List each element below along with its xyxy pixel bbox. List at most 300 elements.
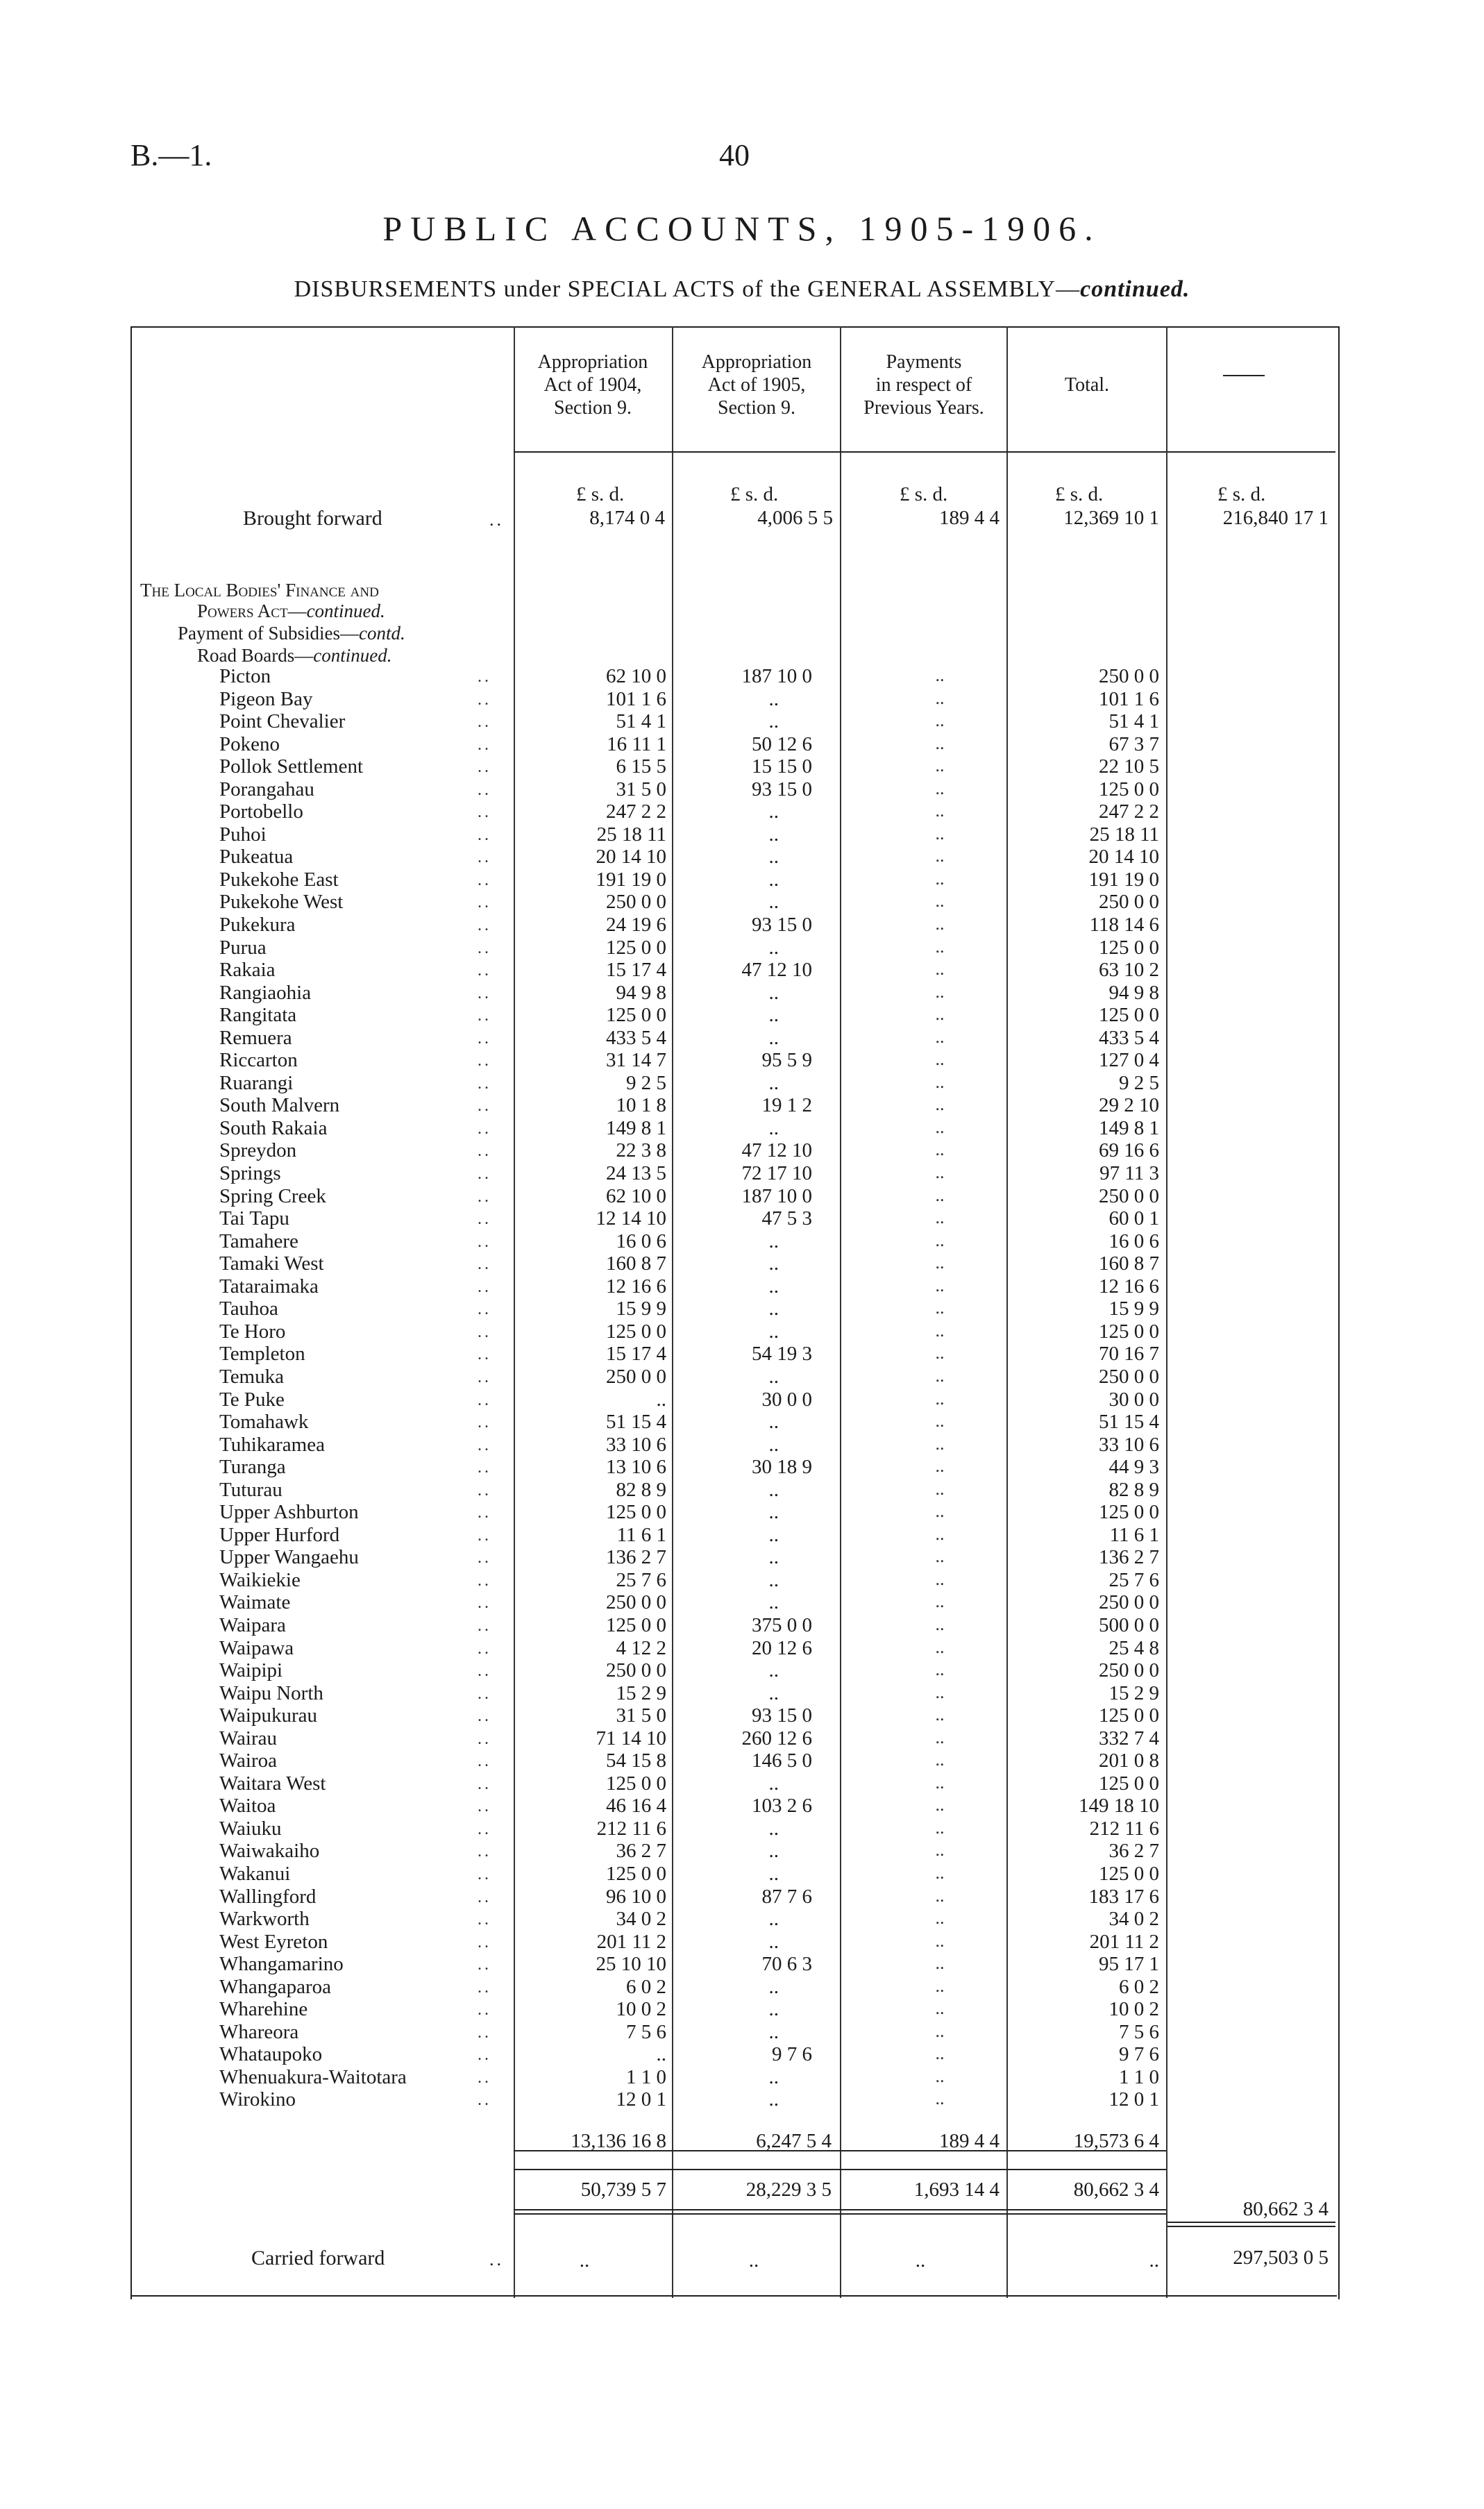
amount-act-1905: .. [768,1546,779,1569]
table-row [130,1298,1337,1320]
amount-act-1904: 201 11 2 [596,1930,666,1953]
amount-act-1904: 7 5 6 [626,2020,666,2043]
table-row [130,1343,1337,1366]
table-row [130,1524,1337,1547]
amount-act-1905: 93 15 0 [752,1704,812,1727]
amount-total: 9 2 5 [1119,1071,1159,1094]
amount-total: 160 8 7 [1099,1252,1159,1275]
amount-act-1904: 25 18 11 [596,823,666,846]
subsidies-heading [178,622,405,644]
leader-dots: .. [478,1797,491,1816]
table-row [130,1252,1337,1275]
table-row [130,710,1337,733]
amount-act-1905: 187 10 0 [741,665,812,687]
column-header-act-1905 [673,351,840,419]
leader-dots: .. [478,1277,491,1296]
leader-dots: .. [478,1956,491,1974]
road-boards-heading [197,644,391,666]
amount-total: 36 2 7 [1108,1840,1159,1863]
leader-dots: .. [478,1097,491,1116]
amount-previous-years: .. [935,1433,945,1454]
table-row [130,1388,1337,1411]
amount-total: 125 0 0 [1099,778,1159,800]
amount-act-1904: 212 11 6 [596,1817,666,1840]
road-board-name: Waikiekie [219,1568,301,1591]
road-boards-label: Road Boards— [197,645,314,666]
header-rule [514,451,1166,453]
total-rule-double [514,2213,1166,2215]
amount-act-1905: .. [768,868,779,891]
amount-total: 136 2 7 [1099,1546,1159,1569]
table-row [130,755,1337,778]
header-line: Appropriation [537,351,648,373]
currency-units: £ s. d. [576,483,625,505]
table-row [130,1139,1337,1162]
amount-total: 60 0 1 [1108,1207,1159,1230]
amount-act-1905: .. [768,1026,779,1049]
amount-act-1905: .. [768,1523,779,1546]
leader-dots: .. [478,939,491,957]
road-board-name: Whareora [219,2020,299,2043]
leader-dots: .. [478,1007,491,1025]
table-row [130,1704,1337,1727]
road-board-name: South Rakaia [219,1116,328,1139]
amount-act-1904: 10 1 8 [616,1094,666,1117]
subsidies-label: Payment of Subsidies— [178,623,359,644]
section-heading [140,579,379,601]
brought-forward-label: Brought forward [243,507,382,530]
amount-previous-years: .. [935,868,945,889]
leader-dots: .. [478,1300,491,1319]
amount-total: 149 8 1 [1099,1116,1159,1139]
amount-previous-years: .. [935,959,945,980]
amount-act-1904: 34 0 2 [616,1908,666,1931]
table-row [130,1275,1337,1298]
amount-act-1905: .. [768,1411,779,1434]
amount-total: 67 3 7 [1108,732,1159,755]
amount-act-1904: .. [656,1388,666,1411]
amount-total: 191 19 0 [1088,868,1159,891]
leader-dots: .. [478,803,491,822]
amount-act-1905: 47 12 10 [741,1139,812,1162]
leader-dots: .. [478,1459,491,1477]
amount-previous-years: .. [935,1975,945,1996]
amount-previous-years: .. [935,1004,945,1025]
amount-total: 15 9 9 [1108,1298,1159,1320]
amount-act-1905: .. [768,1568,779,1591]
road-board-rows [130,665,1337,2111]
amount-act-1904: 9 2 5 [626,1071,666,1094]
amount-act-1904: 160 8 7 [606,1252,666,1275]
road-board-name: Picton [219,665,271,687]
amount-act-1905: .. [768,1298,779,1320]
amount-act-1904: 51 4 1 [616,710,666,733]
amount-act-1905: 47 12 10 [741,959,812,982]
table-row [130,688,1337,711]
amount-previous-years: .. [935,1365,945,1386]
amount-act-1905: .. [768,891,779,914]
table-row [130,2021,1337,2044]
amount-previous-years: .. [935,1727,945,1747]
table-row [130,1886,1337,1908]
subtotal-c4: 19,573 6 4 [1073,2130,1159,2152]
road-board-name: Tuturau [219,1478,283,1501]
leader-dots: .. [478,1345,491,1364]
page-title: PUBLIC ACCOUNTS, 1905-1906. [382,209,1102,248]
header-line: Act of 1905, [707,374,806,396]
leader-dots: .. [489,510,504,530]
amount-previous-years: .. [935,1139,945,1160]
leader-dots: .. [478,735,491,754]
road-board-name: Templeton [219,1343,305,1366]
road-board-name: Waiwakaiho [219,1840,320,1863]
table-row [130,1411,1337,1434]
amount-total: 12 0 1 [1108,2088,1159,2111]
amount-act-1904: 24 19 6 [606,914,666,937]
road-board-name: Wairau [219,1727,278,1749]
amount-act-1904: 15 2 9 [616,1681,666,1704]
amount-previous-years: .. [935,1184,945,1205]
amount-previous-years: .. [935,1094,945,1115]
road-board-name: Tataraimaka [219,1275,319,1298]
amount-act-1905: .. [768,981,779,1004]
amount-previous-years: .. [935,1320,945,1341]
leader-dots: .. [478,1029,491,1048]
road-board-name: South Malvern [219,1094,340,1117]
amount-total: 20 14 10 [1088,846,1159,868]
leader-dots: .. [478,893,491,912]
amount-act-1904: 250 0 0 [606,1659,666,1682]
road-board-name: Porangahau [219,778,314,800]
road-board-name: Wakanui [219,1862,291,1885]
amount-total: 16 0 6 [1108,1230,1159,1252]
road-board-name: Waipipi [219,1659,283,1682]
leader-dots: .. [478,780,491,799]
amount-act-1905: .. [768,1772,779,1795]
leader-dots: .. [478,1549,491,1568]
road-board-name: Rakaia [219,959,276,982]
amount-previous-years: .. [935,1252,945,1273]
amount-act-1905: .. [768,1478,779,1501]
amount-previous-years: .. [935,1501,945,1522]
amount-total: 10 0 2 [1108,1998,1159,2021]
amount-total: 15 2 9 [1108,1681,1159,1704]
amount-total: 201 0 8 [1099,1749,1159,1772]
amount-act-1904: 247 2 2 [606,800,666,823]
amount-previous-years: .. [935,1795,945,1815]
amount-previous-years: .. [935,1953,945,1974]
section-continued: continued. [306,601,385,621]
amount-previous-years: .. [935,1704,945,1725]
amount-previous-years: .. [935,1681,945,1702]
leader-dots: .. [478,1571,491,1590]
amount-previous-years: .. [935,1862,945,1883]
amount-act-1904: 36 2 7 [616,1840,666,1863]
amount-act-1905: 50 12 6 [752,732,812,755]
amount-act-1905: 87 7 6 [761,1885,812,1908]
amount-total: 51 15 4 [1099,1411,1159,1434]
amount-total: 1 1 0 [1119,2065,1159,2088]
table-row [130,1908,1337,1931]
leader-dots: .. [478,1255,491,1274]
leader-dots: .. [489,2249,504,2269]
road-board-name: Waipara [219,1613,286,1636]
leader-dots: .. [478,1526,491,1545]
table-row [130,1162,1337,1185]
table-row [130,914,1337,937]
leader-dots: .. [478,916,491,935]
table-row [130,937,1337,959]
subsidies-continued: contd. [359,623,405,644]
table-row [130,800,1337,823]
road-board-name: Wairoa [219,1749,278,1772]
total-rule-bottom [514,2209,1166,2210]
header-line: Total. [1064,374,1110,396]
amount-previous-years: .. [935,1749,945,1770]
road-board-name: Remuera [219,1026,292,1049]
header-rule [1167,451,1335,453]
road-boards-continued: continued. [313,645,392,666]
amount-act-1904: 125 0 0 [606,1501,666,1524]
amount-act-1904: 15 17 4 [606,959,666,982]
amount-act-1905: 19 1 2 [761,1094,812,1117]
road-board-name: Portobello [219,800,303,823]
amount-act-1904: 125 0 0 [606,1004,666,1027]
amount-act-1905: 95 5 9 [761,1049,812,1072]
leader-dots: .. [478,962,491,980]
amount-act-1904: 101 1 6 [606,687,666,710]
road-board-name: Pokeno [219,732,280,755]
amount-act-1905: .. [768,1817,779,1840]
amount-act-1905: .. [768,1365,779,1388]
amount-previous-years: .. [935,1230,945,1250]
amount-act-1904: 22 3 8 [616,1139,666,1162]
road-board-name: Upper Ashburton [219,1501,359,1524]
currency-units: £ s. d. [730,483,779,505]
amount-act-1904: 250 0 0 [606,1591,666,1614]
amount-total: 183 17 6 [1088,1885,1159,1908]
amount-total: 9 7 6 [1119,2043,1159,2066]
leader-dots: .. [478,1074,491,1093]
subtotal-c1: 13,136 16 8 [571,2130,666,2152]
table-row [130,1479,1337,1502]
road-board-name: Point Chevalier [219,710,346,733]
table-row [130,982,1337,1005]
road-board-name: Te Puke [219,1388,285,1411]
road-board-name: Spring Creek [219,1184,326,1207]
amount-previous-years: .. [935,1930,945,1951]
leader-dots: .. [478,1865,491,1883]
road-board-name: Waitara West [219,1772,326,1795]
report-reference: B.—1. [130,138,212,172]
amount-previous-years: .. [935,1908,945,1929]
road-board-name: Tuhikaramea [219,1433,325,1456]
amount-previous-years: .. [935,846,945,866]
page-number: 40 [719,138,750,172]
amount-act-1905: .. [768,1275,779,1298]
road-board-name: Whangamarino [219,1953,344,1976]
road-board-name: Pigeon Bay [219,687,313,710]
amount-previous-years: .. [935,914,945,934]
amount-act-1905: .. [768,1071,779,1094]
currency-units: £ s. d. [900,483,948,505]
amount-previous-years: .. [935,710,945,731]
road-board-name: Spreydon [219,1139,297,1162]
amount-previous-years: .. [935,732,945,753]
amount-act-1904: 25 10 10 [596,1953,666,1976]
table-row [130,1434,1337,1457]
leader-dots: .. [478,1911,491,1929]
header-line: Section 9. [554,397,632,419]
amount-act-1904: 4 12 2 [616,1636,666,1659]
amount-total: 149 18 10 [1079,1795,1159,1818]
amount-act-1905: 93 15 0 [752,914,812,937]
table-row [130,1795,1337,1818]
amount-act-1904: 20 14 10 [596,846,666,868]
amount-act-1905: .. [768,1862,779,1885]
amount-total: 11 6 1 [1109,1523,1159,1546]
leader-dots: .. [478,1707,491,1726]
amount-act-1905: .. [768,1116,779,1139]
table-row [130,823,1337,846]
road-board-name: Whenuakura-Waitotara [219,2065,407,2088]
road-board-name: Temuka [219,1365,284,1388]
amount-previous-years: .. [935,1207,945,1228]
leader-dots: .. [478,1504,491,1522]
header-line: Payments [886,351,962,373]
column-header-total [1008,374,1166,396]
table-row [130,891,1337,914]
table-row [130,868,1337,891]
leader-dots: .. [478,1323,491,1341]
amount-act-1904: 16 11 1 [607,732,666,755]
leader-dots: .. [478,1391,491,1409]
table-row [130,1501,1337,1524]
header-line: Section 9. [718,397,795,419]
leader-dots: .. [478,1616,491,1635]
amount-previous-years: .. [935,1998,945,2019]
road-board-name: West Eyreton [219,1930,328,1953]
road-board-name: Waipu North [219,1681,323,1704]
amount-previous-years: .. [935,1772,945,1793]
amount-act-1904: 15 17 4 [606,1343,666,1366]
leader-dots: .. [478,1368,491,1386]
leader-dots: .. [478,1933,491,1952]
amount-act-1905: 47 5 3 [761,1207,812,1230]
amount-total: 97 11 3 [1099,1162,1159,1185]
amount-total: 7 5 6 [1119,2020,1159,2043]
total-c1: 50,739 5 7 [580,2179,666,2201]
leader-dots: .. [478,1662,491,1681]
table-row [130,1207,1337,1230]
leader-dots: .. [478,1052,491,1071]
leader-dots: .. [478,1436,491,1454]
column-header-previous-years [841,351,1006,419]
amount-total: 33 10 6 [1099,1433,1159,1456]
amount-act-1904: 125 0 0 [606,1320,666,1343]
table-row [130,1772,1337,1795]
column-header-act-1904 [514,351,672,419]
amount-act-1905: .. [768,1681,779,1704]
amount-act-1905: .. [768,1840,779,1863]
amount-total: 34 0 2 [1108,1908,1159,1931]
road-board-name: Turanga [219,1456,286,1479]
leader-dots: .. [478,1888,491,1906]
amount-previous-years: .. [935,1049,945,1070]
leader-dots: .. [478,848,491,867]
amount-previous-years: .. [935,1523,945,1544]
table-row [130,1456,1337,1479]
section-title: The Local Bodies' Finance and [140,580,379,601]
table-row [130,1320,1337,1343]
amount-act-1905: .. [768,1998,779,2021]
amount-previous-years: .. [935,2088,945,2109]
amount-total: 30 0 0 [1108,1388,1159,1411]
amount-previous-years: .. [935,687,945,708]
amount-act-1904: 51 15 4 [606,1411,666,1434]
amount-act-1904: .. [656,2043,666,2066]
leader-dots: .. [478,2001,491,2020]
amount-total: 125 0 0 [1099,936,1159,959]
carried-forward-c2: .. [748,2249,759,2272]
leader-dots: .. [478,668,491,686]
amount-act-1905: 93 15 0 [752,778,812,800]
amount-total: 69 16 6 [1099,1139,1159,1162]
amount-act-1904: 62 10 0 [606,665,666,687]
header-line: Act of 1904, [543,374,642,396]
leader-dots: .. [478,1729,491,1748]
amount-previous-years: .. [935,1343,945,1363]
amount-total: 12 16 6 [1099,1275,1159,1298]
amount-act-1905: 9 7 6 [772,2043,812,2066]
amount-act-1904: 125 0 0 [606,936,666,959]
table-row [130,778,1337,801]
road-board-name: Warkworth [219,1908,310,1931]
table-row [130,1004,1337,1027]
table-row [130,1637,1337,1660]
currency-units: £ s. d. [1055,483,1104,505]
amount-act-1904: 125 0 0 [606,1613,666,1636]
road-board-name: Springs [219,1162,281,1185]
amount-act-1904: 13 10 6 [606,1456,666,1479]
total-c2: 28,229 3 5 [745,2179,832,2201]
road-board-name: Waipukurau [219,1704,318,1727]
amount-previous-years: .. [935,1026,945,1047]
amount-previous-years: .. [935,778,945,798]
amount-act-1905: .. [768,1320,779,1343]
leader-dots: .. [478,1187,491,1206]
amount-act-1905: 54 19 3 [752,1343,812,1366]
table-row [130,1976,1337,1999]
amount-total: 250 0 0 [1099,1591,1159,1614]
leader-dots: .. [478,984,491,1002]
amount-act-1904: 250 0 0 [606,891,666,914]
header-line: in respect of [875,374,972,396]
road-board-name: Pollok Settlement [219,755,364,778]
road-board-name: Waimate [219,1591,291,1614]
amount-act-1904: 11 6 1 [616,1523,666,1546]
amount-total: 127 0 4 [1099,1049,1159,1072]
brought-forward-c3: 189 4 4 [939,507,1000,529]
road-board-name: Pukekohe West [219,891,344,914]
amount-previous-years: .. [935,936,945,957]
amount-act-1904: 136 2 7 [606,1546,666,1569]
amount-total: 118 14 6 [1089,914,1159,937]
brought-forward-c5: 216,840 17 1 [1222,507,1329,529]
amount-total: 247 2 2 [1099,800,1159,823]
amount-previous-years: .. [935,1456,945,1477]
amount-total: 433 5 4 [1099,1026,1159,1049]
